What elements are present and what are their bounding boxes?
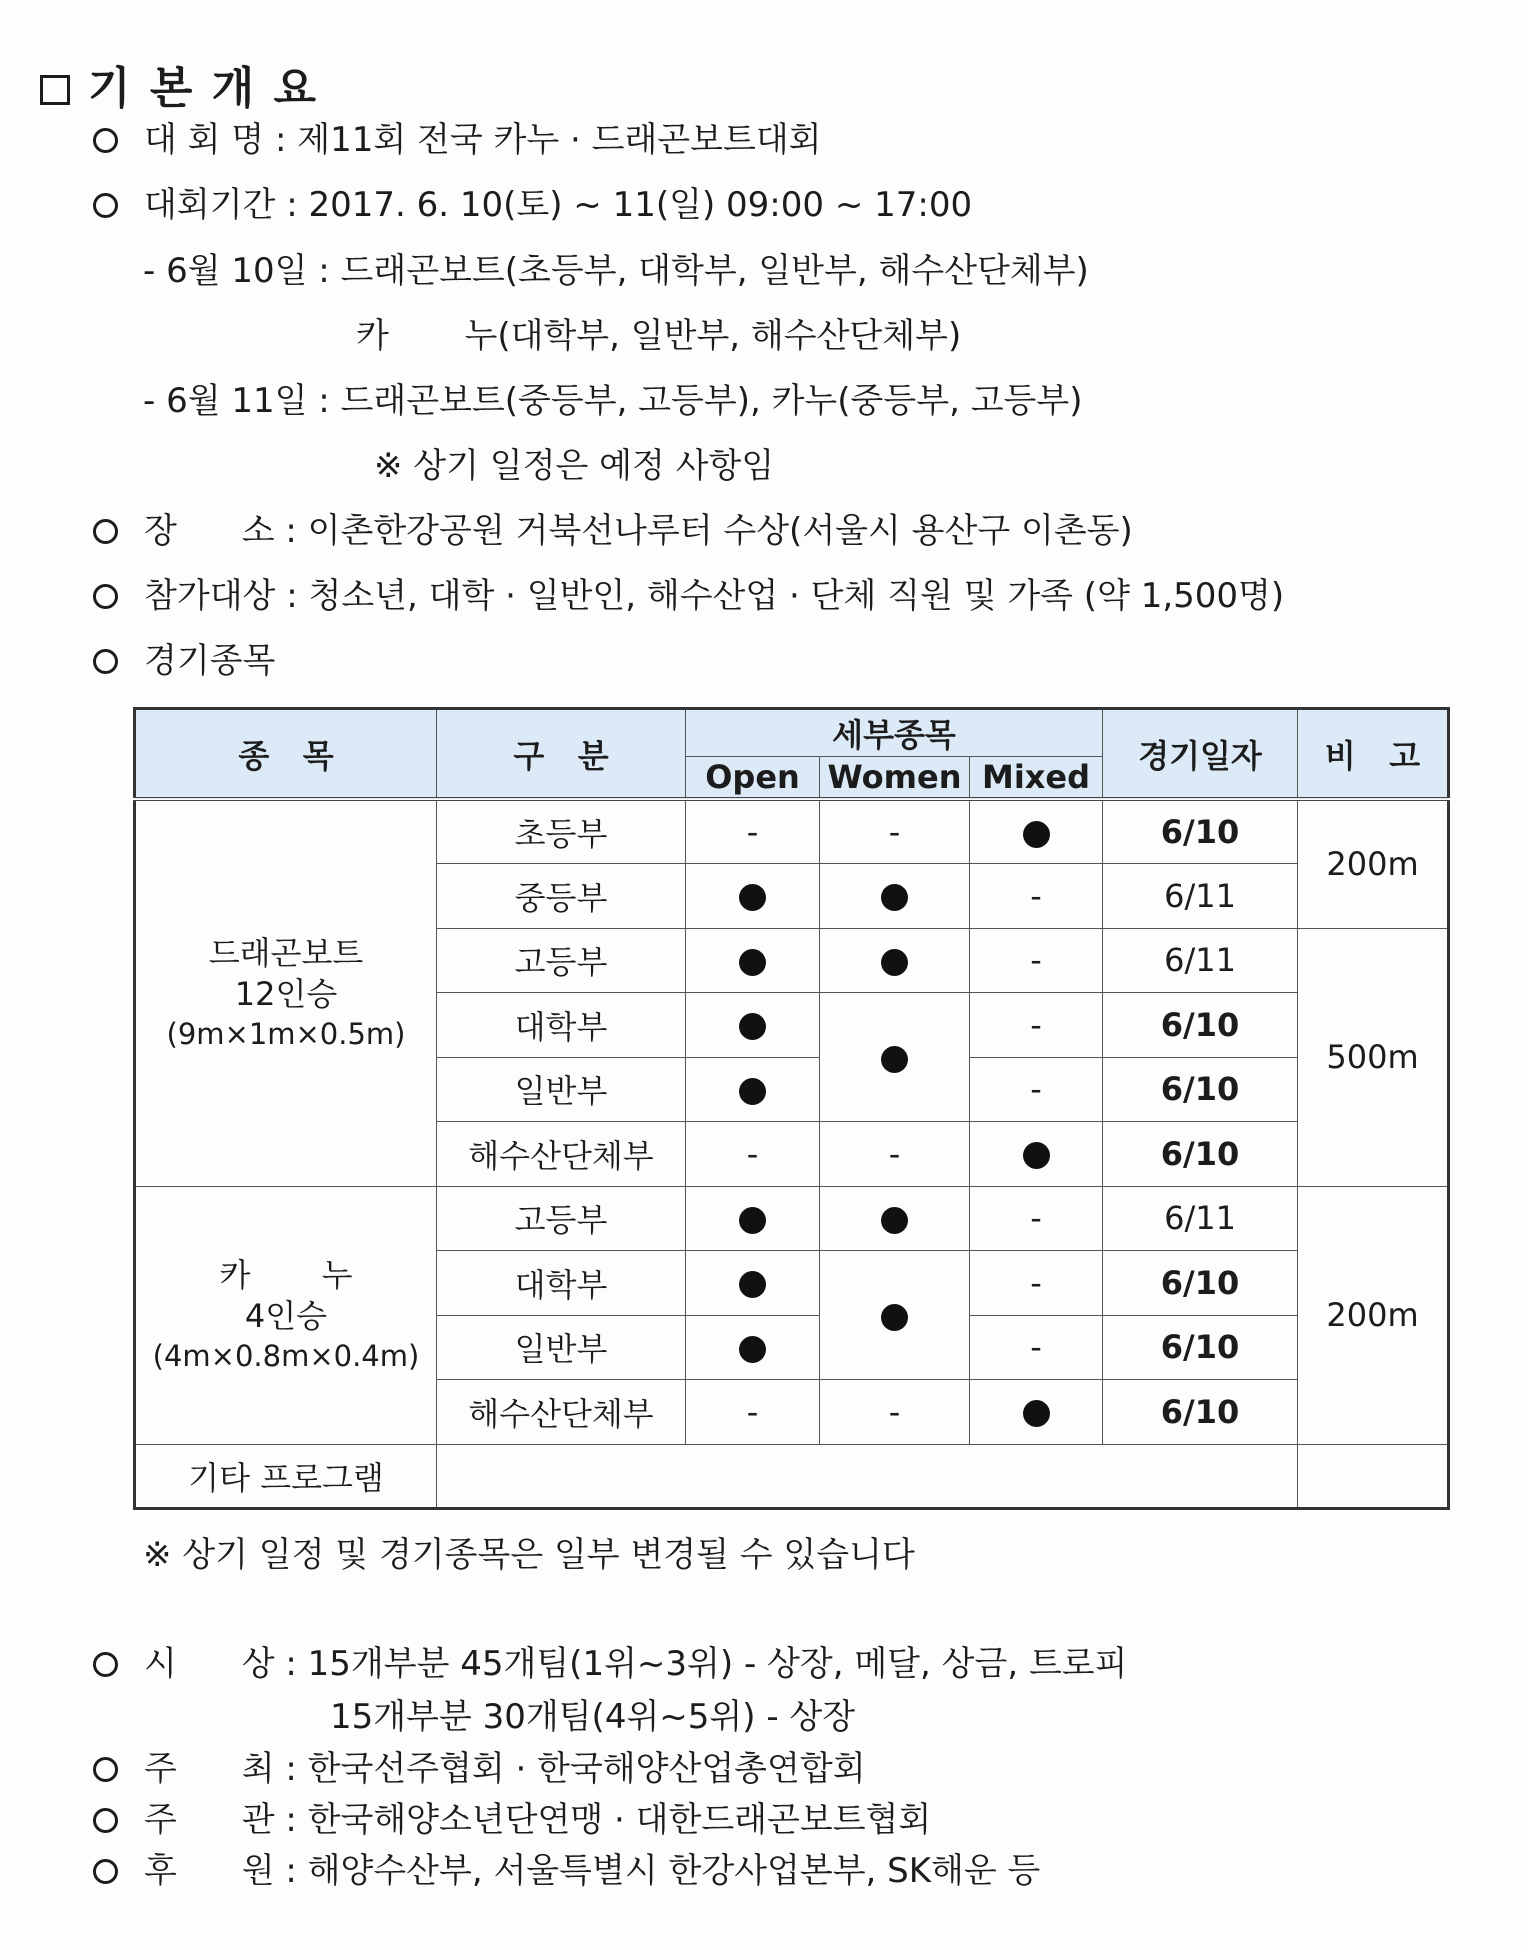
day1-dragon: 드래곤보트(초등부, 대학부, 일반부, 해수산단체부) xyxy=(340,251,1089,291)
host-row: 주 최 : 한국선주협회 · 한국해양산업총연합회 xyxy=(93,1741,866,1790)
organizer-row: 주 관 : 한국해양소년단연맹 · 대한드래곤보트협회 xyxy=(93,1792,931,1841)
circle-bullet-icon xyxy=(93,519,118,544)
other-program-cell: 기타 프로그램 xyxy=(135,1444,437,1509)
header-note: 비 고 xyxy=(1298,709,1449,800)
circle-bullet-icon xyxy=(93,1757,118,1782)
checkbox-square-icon xyxy=(40,75,70,105)
mixed-cell: - xyxy=(970,864,1103,929)
division-cell: 초등부 xyxy=(437,799,686,864)
table-row xyxy=(135,799,1449,864)
women-cell: - xyxy=(820,1380,970,1445)
organizer-label: 주 관 xyxy=(144,1800,275,1840)
open-cell xyxy=(686,864,820,929)
division-cell: 대학부 xyxy=(437,1251,686,1316)
awards-line2: 15개부분 30개팀(4위~5위) - 상장 xyxy=(330,1697,856,1737)
period-label: 대회기간 xyxy=(144,185,276,225)
open-cell xyxy=(686,1315,820,1380)
table-note: ※ 상기 일정 및 경기종목은 일부 변경될 수 있습니다 xyxy=(143,1535,915,1575)
canoe-size: (4m×0.8m×0.4m) xyxy=(152,1338,420,1373)
division-cell: 해수산단체부 xyxy=(437,1380,686,1445)
filled-circle-icon xyxy=(1023,821,1050,848)
header-event: 종 목 xyxy=(135,709,437,800)
section-heading xyxy=(40,52,318,116)
division-cell: 대학부 xyxy=(437,993,686,1058)
sponsor-row: 후 원 : 해양수산부, 서울특별시 한강사업본부, SK해운 등 xyxy=(93,1843,1040,1892)
name-row: 대 회 명 : 제11회 전국 카누 · 드래곤보트대회 xyxy=(93,112,822,161)
note-cell: 500m xyxy=(1298,928,1449,1186)
note-cell: 200m xyxy=(1298,799,1449,928)
women-cell xyxy=(820,864,970,929)
circle-bullet-icon xyxy=(93,1808,118,1833)
canoe-name: 카 누 xyxy=(219,1255,353,1294)
date-cell: 6/10 xyxy=(1103,1251,1298,1316)
date-cell: 6/10 xyxy=(1103,799,1298,864)
venue-row: 장 소 : 이촌한강공원 거북선나루터 수상(서울시 용산구 이촌동) xyxy=(93,503,1133,552)
host-value: 한국선주협회 · 한국해양산업총연합회 xyxy=(307,1749,866,1789)
period-row: 대회기간 : 2017. 6. 10(토) ~ 11(일) 09:00 ~ 17:00 xyxy=(93,177,972,226)
dragon-category-cell xyxy=(135,799,437,1186)
date-cell: 6/11 xyxy=(1103,1186,1298,1251)
period-value: 2017. 6. 10(토) ~ 11(일) 09:00 ~ 17:00 xyxy=(308,185,973,225)
events-row xyxy=(93,633,275,682)
day2-value: 드래곤보트(중등부, 고등부), 카누(중등부, 고등부) xyxy=(340,381,1083,421)
open-cell xyxy=(686,993,820,1058)
date-cell: 6/11 xyxy=(1103,928,1298,993)
mixed-cell xyxy=(970,1380,1103,1445)
day2-row xyxy=(143,373,1083,422)
open-cell xyxy=(686,928,820,993)
other-program-note xyxy=(1298,1444,1449,1509)
filled-circle-icon xyxy=(739,1078,766,1105)
date-cell: 6/10 xyxy=(1103,1315,1298,1380)
date-cell: 6/10 xyxy=(1103,1057,1298,1122)
host-label: 주 최 xyxy=(144,1749,275,1789)
awards-line1: 15개부분 45개팀(1위~3위) - 상장, 메달, 상금, 트로피 xyxy=(307,1644,1128,1684)
awards-row: 시 상 : 15개부분 45개팀(1위~3위) - 상장, 메달, 상금, 트로피 xyxy=(93,1636,1127,1685)
participants-row: 참가대상 : 청소년, 대학 · 일반인, 해수산업 · 단체 직원 및 가족 (약 1,500명) xyxy=(93,568,1284,617)
filled-circle-icon xyxy=(1023,1142,1050,1169)
table-row xyxy=(135,1444,1449,1509)
filled-circle-icon xyxy=(739,1013,766,1040)
day1-label: - 6월 10일 : xyxy=(143,251,330,291)
filled-circle-icon xyxy=(881,1207,908,1234)
heading-text: 기 본 개 요 xyxy=(88,63,318,114)
division-cell: 고등부 xyxy=(437,1186,686,1251)
header-mixed: Mixed xyxy=(970,757,1103,800)
table-row xyxy=(135,1186,1449,1251)
venue-label: 장 소 xyxy=(144,511,275,551)
date-cell: 6/10 xyxy=(1103,993,1298,1058)
header-date: 경기일자 xyxy=(1103,709,1298,800)
mixed-cell: - xyxy=(970,1251,1103,1316)
header-division: 구 분 xyxy=(437,709,686,800)
circle-bullet-icon xyxy=(93,193,118,218)
day2-label: - 6월 11일 : xyxy=(143,381,330,421)
open-cell xyxy=(686,1186,820,1251)
canoe-crew: 4인승 xyxy=(244,1297,328,1336)
circle-bullet-icon xyxy=(93,1652,118,1677)
women-cell: - xyxy=(820,1122,970,1187)
circle-bullet-icon xyxy=(93,649,118,674)
filled-circle-icon xyxy=(739,1207,766,1234)
note-cell: 200m xyxy=(1298,1186,1449,1444)
canoe-category-cell xyxy=(135,1186,437,1444)
header-sub-events: 세부종목 xyxy=(686,709,1103,757)
day1-row xyxy=(143,243,1089,292)
division-cell: 일반부 xyxy=(437,1315,686,1380)
division-cell: 일반부 xyxy=(437,1057,686,1122)
mixed-cell: - xyxy=(970,1315,1103,1380)
filled-circle-icon xyxy=(739,884,766,911)
filled-circle-icon xyxy=(881,1046,908,1073)
women-cell xyxy=(820,993,970,1122)
filled-circle-icon xyxy=(881,884,908,911)
circle-bullet-icon xyxy=(93,128,118,153)
filled-circle-icon xyxy=(739,949,766,976)
name-value: 제11회 전국 카누 · 드래곤보트대회 xyxy=(297,120,822,160)
women-cell xyxy=(820,1251,970,1380)
day1-canoe: 카 누(대학부, 일반부, 해수산단체부) xyxy=(356,316,962,356)
mixed-cell: - xyxy=(970,928,1103,993)
division-cell: 고등부 xyxy=(437,928,686,993)
open-cell: - xyxy=(686,1122,820,1187)
open-cell: - xyxy=(686,799,820,864)
open-cell: - xyxy=(686,1380,820,1445)
mixed-cell xyxy=(970,1122,1103,1187)
sponsor-label: 후 원 xyxy=(144,1851,275,1891)
circle-bullet-icon xyxy=(93,1859,118,1884)
awards-label: 시 상 xyxy=(144,1644,275,1684)
mixed-cell: - xyxy=(970,993,1103,1058)
filled-circle-icon xyxy=(739,1271,766,1298)
filled-circle-icon xyxy=(881,1304,908,1331)
venue-value: 이촌한강공원 거북선나루터 수상(서울시 용산구 이촌동) xyxy=(307,511,1133,551)
mixed-cell xyxy=(970,799,1103,864)
events-label: 경기종목 xyxy=(144,641,276,681)
women-cell xyxy=(820,928,970,993)
mixed-cell: - xyxy=(970,1186,1103,1251)
filled-circle-icon xyxy=(1023,1400,1050,1427)
women-cell xyxy=(820,1186,970,1251)
header-women: Women xyxy=(820,757,970,800)
circle-bullet-icon xyxy=(93,584,118,609)
women-cell: - xyxy=(820,799,970,864)
open-cell xyxy=(686,1251,820,1316)
date-cell: 6/11 xyxy=(1103,864,1298,929)
organizer-value: 한국해양소년단연맹 · 대한드래곤보트협회 xyxy=(307,1800,932,1840)
schedule-note: ※ 상기 일정은 예정 사항임 xyxy=(374,446,775,486)
dragon-name: 드래곤보트 xyxy=(208,933,364,972)
mixed-cell: - xyxy=(970,1057,1103,1122)
dragon-size: (9m×1m×0.5m) xyxy=(166,1017,406,1051)
open-cell xyxy=(686,1057,820,1122)
filled-circle-icon xyxy=(881,949,908,976)
events-table xyxy=(133,707,1450,1510)
division-cell: 해수산단체부 xyxy=(437,1122,686,1187)
date-cell: 6/10 xyxy=(1103,1122,1298,1187)
participants-value: 청소년, 대학 · 일반인, 해수산업 · 단체 직원 및 가족 (약 1,500명) xyxy=(308,576,1285,616)
date-cell: 6/10 xyxy=(1103,1380,1298,1445)
participants-label: 참가대상 xyxy=(144,576,276,616)
name-label: 대 회 명 xyxy=(144,120,265,160)
division-cell: 중등부 xyxy=(437,864,686,929)
filled-circle-icon xyxy=(739,1336,766,1363)
dragon-crew: 12인승 xyxy=(234,975,338,1014)
sponsor-value: 해양수산부, 서울특별시 한강사업본부, SK해운 등 xyxy=(307,1851,1041,1891)
other-program-empty xyxy=(437,1444,1298,1509)
header-open: Open xyxy=(686,757,820,800)
